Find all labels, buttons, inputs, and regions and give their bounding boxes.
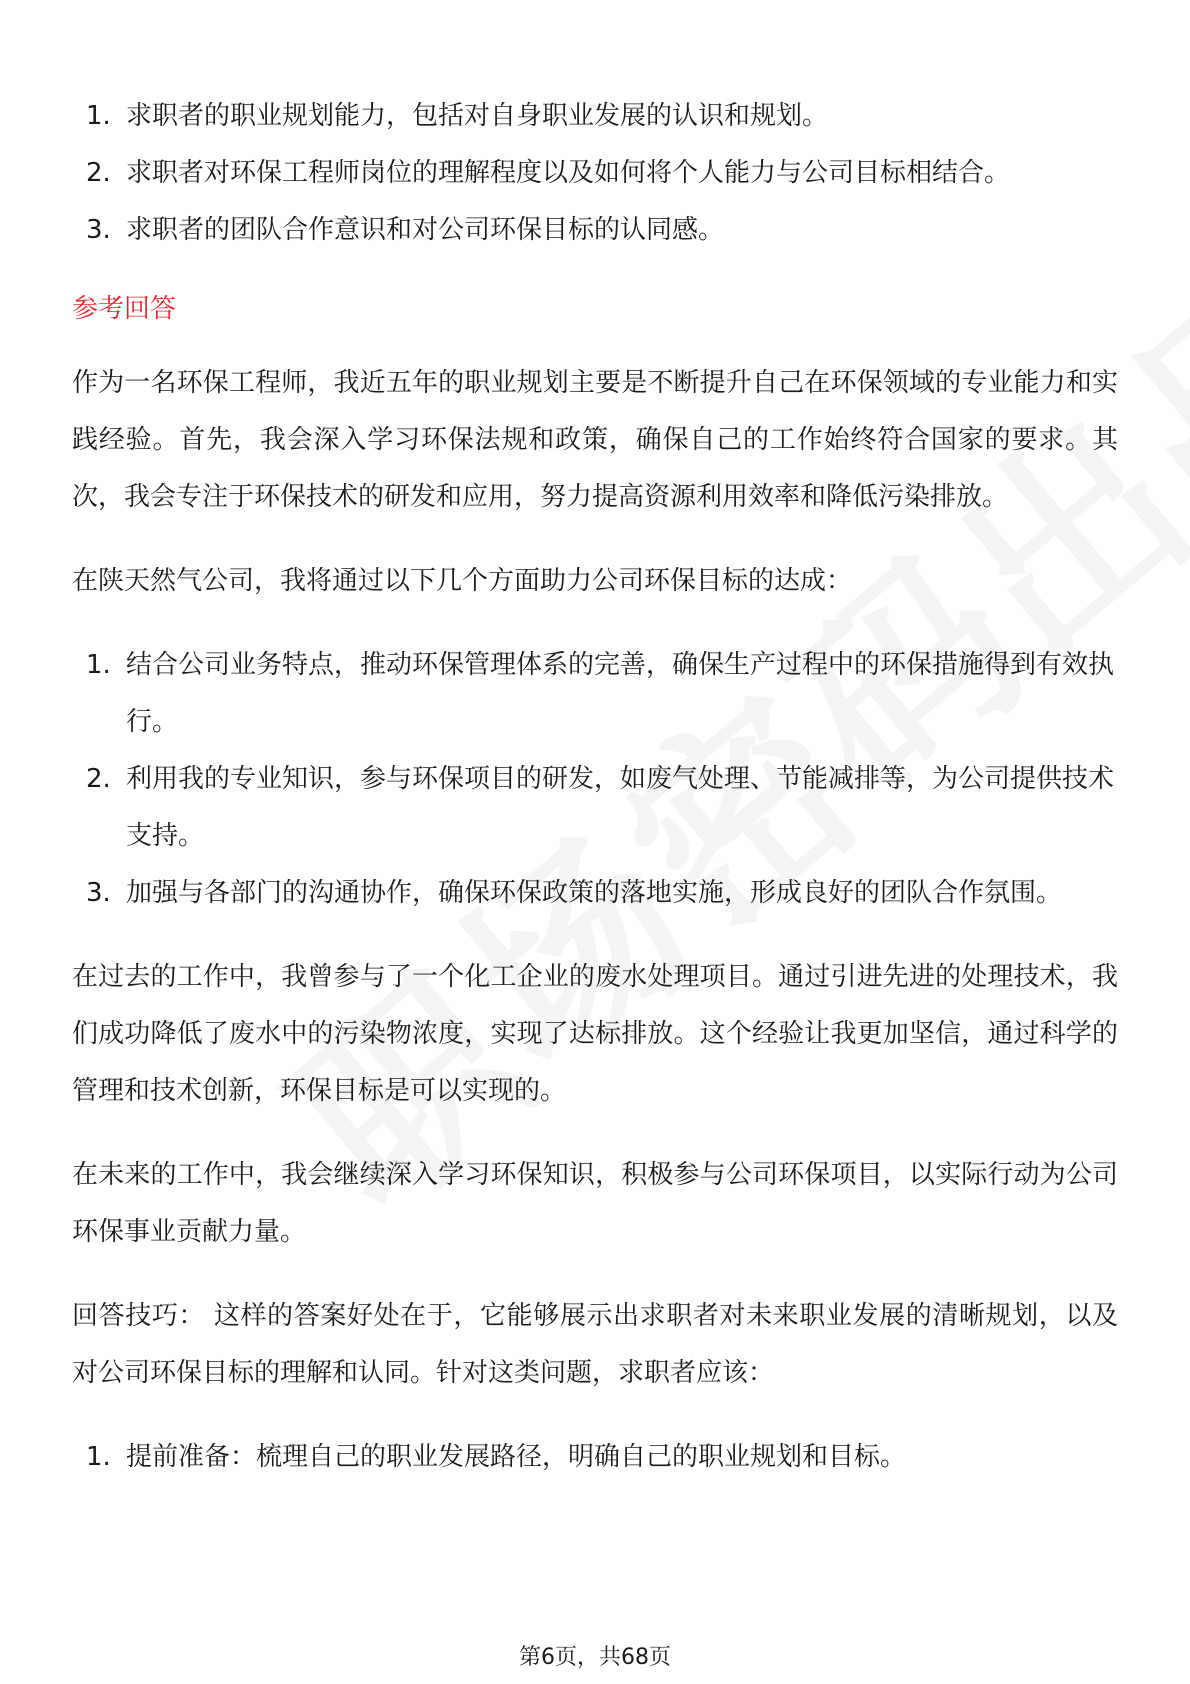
- list-text: 加强与各部门的沟通协作，确保环保政策的落地实施，形成良好的团队合作氛围。: [126, 878, 1063, 908]
- list-number: 2.: [86, 764, 111, 794]
- list-number: 2.: [86, 158, 111, 188]
- list-item: [72, 751, 1118, 865]
- list-number: 1.: [86, 101, 111, 131]
- intro-list: [72, 88, 1118, 259]
- paragraph-future-work: 在未来的工作中，我会继续深入学习环保知识，积极参与公司环保项目，以实际行动为公司环保事业贡献力量。: [72, 1160, 1118, 1247]
- list-item: [72, 1429, 1118, 1486]
- list-item: [72, 145, 1118, 202]
- answer-heading: 参考回答: [72, 294, 177, 324]
- spacer: [72, 922, 1118, 949]
- list-text: 利用我的专业知识，参与环保项目的研发，如废气处理、节能减排等，为公司提供技术支持。: [126, 764, 1115, 851]
- list-text: 求职者对环保工程师岗位的理解程度以及如何将个人能力与公司目标相结合。: [126, 158, 1011, 188]
- list-number: 3.: [86, 878, 111, 908]
- page-footer: 第6页，共68页: [519, 1645, 671, 1670]
- list-text: 求职者的团队合作意识和对公司环保目标的认同感。: [126, 215, 725, 245]
- list-item: [72, 637, 1118, 751]
- page-content: [72, 88, 1118, 1486]
- paragraph-answer-tips: 回答技巧： 这样的答案好处在于，它能够展示出求职者对未来职业发展的清晰规划，以及对公司环保目标的理解和认同。针对这类问题，求职者应该：: [72, 1301, 1118, 1388]
- list-item: [72, 202, 1118, 259]
- list-text: 求职者的职业规划能力，包括对自身职业发展的认识和规划。: [126, 101, 829, 131]
- list-number: 1.: [86, 650, 111, 680]
- paragraph-company-goals: 在陕天然气公司，我将通过以下几个方面助力公司环保目标的达成：: [72, 566, 853, 596]
- list-number: 3.: [86, 215, 111, 245]
- list-text: 提前准备：梳理自己的职业发展路径，明确自己的职业规划和目标。: [126, 1442, 907, 1472]
- action-list: [72, 637, 1118, 922]
- list-item: [72, 88, 1118, 145]
- list-text: 结合公司业务特点，推动环保管理体系的完善，确保生产过程中的环保措施得到有效执行。: [126, 650, 1115, 737]
- tips-list: [72, 1429, 1118, 1486]
- list-number: 1.: [86, 1442, 111, 1472]
- list-item: [72, 865, 1118, 922]
- paragraph-past-experience: 在过去的工作中，我曾参与了一个化工企业的废水处理项目。通过引进先进的处理技术，我们成功降低了废水中的污染物浓度，实现了达标排放。这个经验让我更加坚信，通过科学的管理和技术创新，环保目标是可以实现的。: [72, 962, 1118, 1106]
- paragraph-career-plan: 作为一名环保工程师，我近五年的职业规划主要是不断提升自己在环保领域的专业能力和实践经验。首先，我会深入学习环保法规和政策，确保自己的工作始终符合国家的要求。其次，我会专注于环保技术的研发和应用，努力提高资源利用效率和降低污染排放。: [72, 368, 1118, 512]
